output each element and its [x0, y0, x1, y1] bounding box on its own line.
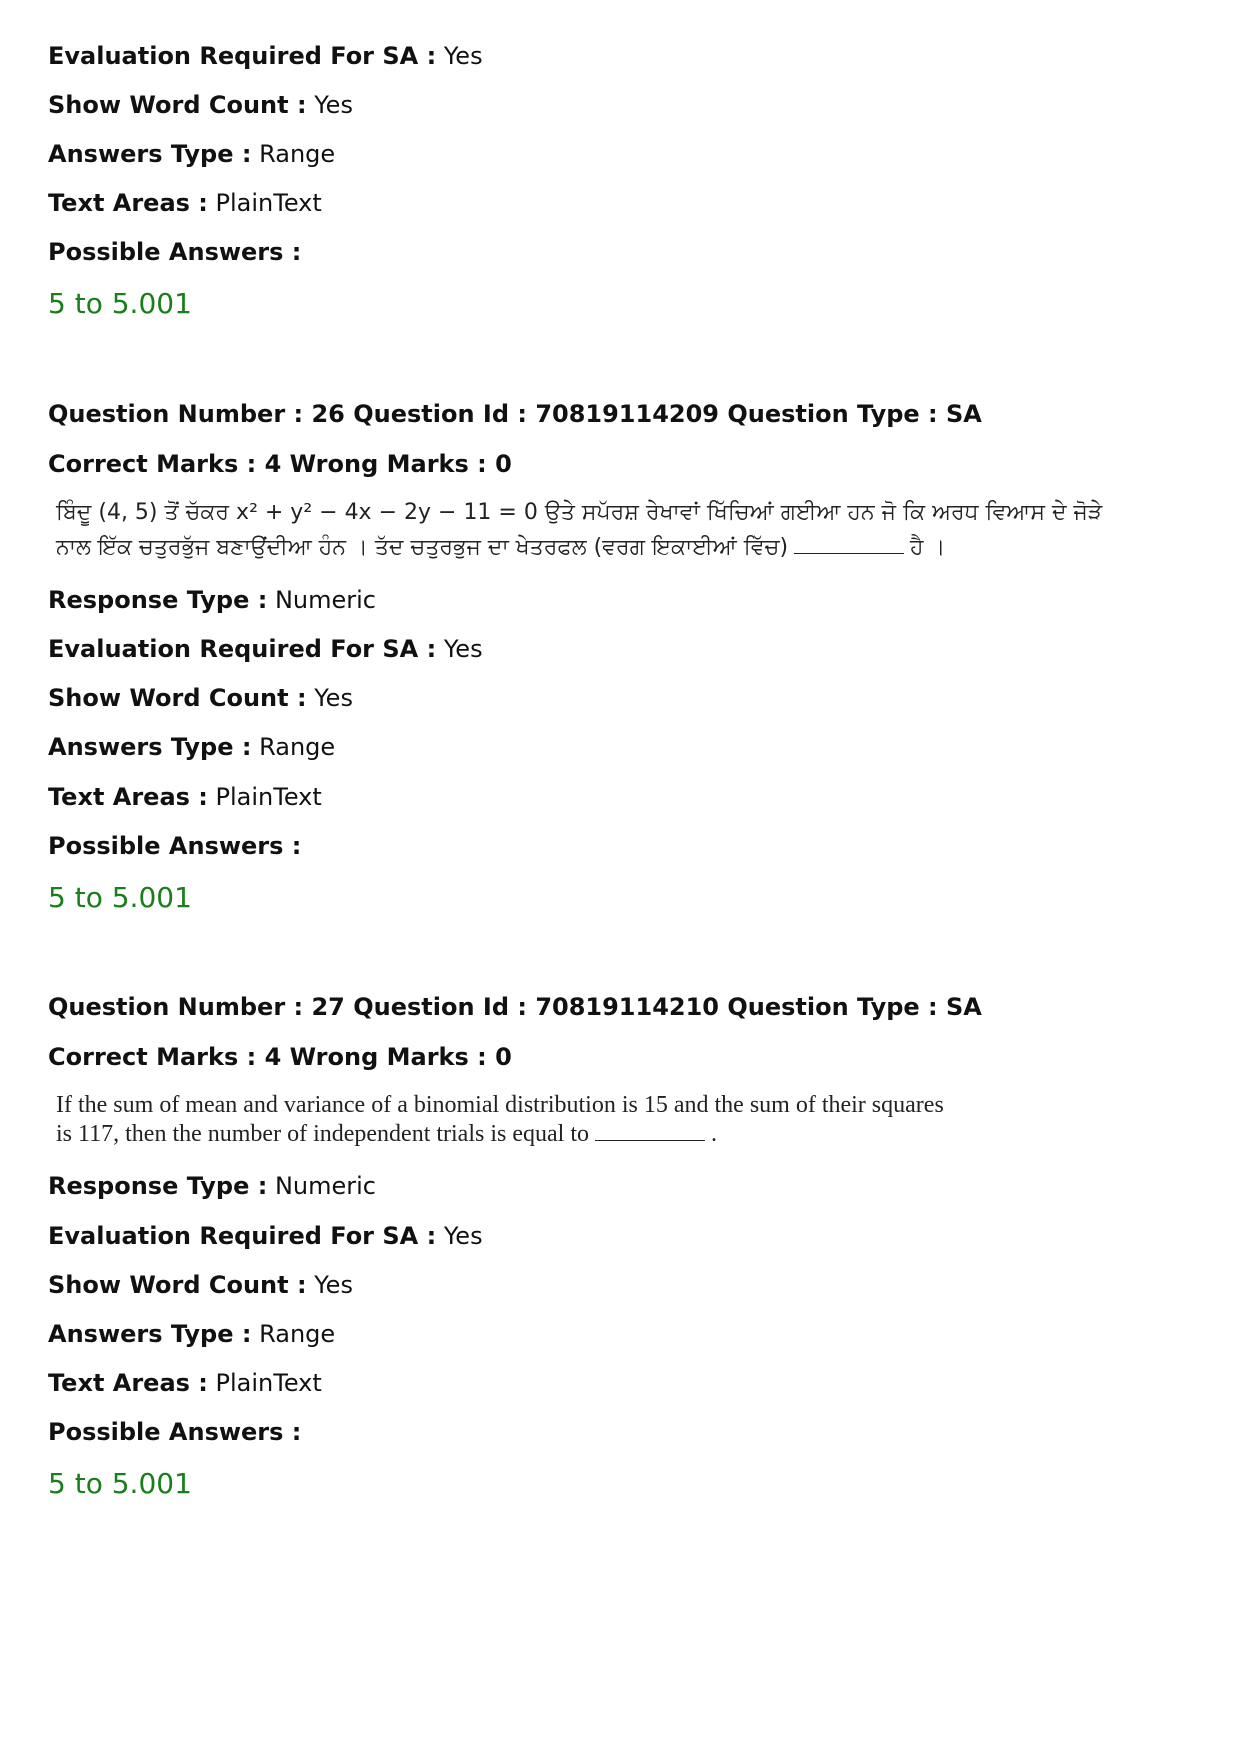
show-word-count-value: Yes — [314, 684, 353, 712]
possible-answers-label: Possible Answers : — [48, 832, 302, 860]
question-27-text-line-2-start: is 117, then the number of independent trials is equal to — [56, 1121, 589, 1147]
question-27-text-line-1: If the sum of mean and variance of a binomial distribution is 15 and the sum of their squares — [56, 1092, 944, 1118]
show-word-count-value: Yes — [314, 1271, 353, 1299]
possible-answer-value: 5 to 5.001 — [48, 881, 192, 914]
response-type-row — [48, 1170, 376, 1202]
answers-type-value: Range — [259, 1320, 336, 1348]
possible-answers-label: Possible Answers : — [48, 1418, 302, 1446]
possible-answer-value: 5 to 5.001 — [48, 287, 192, 320]
response-type-row — [48, 584, 376, 616]
possible-answer-value: 5 to 5.001 — [48, 1467, 192, 1500]
show-word-count-row — [48, 1269, 353, 1301]
possible-answers-row — [48, 236, 301, 268]
answers-type-row — [48, 1318, 335, 1350]
eval-required-row — [48, 40, 483, 72]
response-type-label: Response Type : — [48, 1172, 268, 1200]
question-27-marks: Correct Marks : 4 Wrong Marks : 0 — [48, 1043, 512, 1071]
question-27-text-line-2 — [56, 1118, 717, 1150]
answers-type-row — [48, 731, 335, 763]
answer-blank — [595, 1120, 705, 1141]
eval-required-label: Evaluation Required For SA : — [48, 635, 437, 663]
eval-required-value: Yes — [443, 1222, 483, 1250]
text-areas-label: Text Areas : — [48, 783, 208, 811]
text-areas-row — [48, 1367, 322, 1399]
answers-type-label: Answers Type : — [48, 733, 252, 761]
eval-required-row — [48, 633, 483, 665]
question-27-text-line-2-end: . — [711, 1121, 717, 1147]
eval-required-value: Yes — [443, 635, 483, 663]
text-areas-label: Text Areas : — [48, 1369, 208, 1397]
answer-blank — [794, 533, 904, 554]
text-areas-value: PlainText — [215, 189, 322, 217]
question-27-header: Question Number : 27 Question Id : 70819114210 Question Type : SA — [48, 993, 982, 1021]
question-26-marks: Correct Marks : 4 Wrong Marks : 0 — [48, 450, 512, 478]
response-type-value: Numeric — [274, 1172, 376, 1200]
question-26-text-line-2-start: ਨਾਲ ਇੱਕ ਚਤੁਰਭੁੱਜ ਬਣਾਉਂਦੀਆ ਹੰਨ । ਤੱਦ ਚਤੁਰਭੁਜ ਦਾ ਖੇਤਰਫਲ (ਵਰਗ ਇਕਾਈਆਂ ਵਿੱਚ) — [56, 535, 789, 560]
answers-type-label: Answers Type : — [48, 140, 252, 168]
answers-type-label: Answers Type : — [48, 1320, 252, 1348]
text-areas-row — [48, 187, 322, 219]
answers-type-row — [48, 138, 335, 170]
eval-required-label: Evaluation Required For SA : — [48, 1222, 437, 1250]
question-26-header: Question Number : 26 Question Id : 70819114209 Question Type : SA — [48, 400, 982, 428]
possible-answers-label: Possible Answers : — [48, 238, 302, 266]
eval-required-label: Evaluation Required For SA : — [48, 42, 437, 70]
answers-type-value: Range — [259, 140, 336, 168]
text-areas-value: PlainText — [215, 783, 322, 811]
show-word-count-row — [48, 89, 353, 121]
possible-answers-row — [48, 830, 301, 862]
response-type-label: Response Type : — [48, 586, 268, 614]
show-word-count-label: Show Word Count : — [48, 91, 307, 119]
text-areas-value: PlainText — [215, 1369, 322, 1397]
text-areas-row — [48, 781, 322, 813]
question-26-text-line-1: ਬਿੰਦੂ (4, 5) ਤੋਂ ਚੱਕਰ x² + y² − 4x − 2y − 11 = 0 ਉਤੇ ਸਪੱਰਸ਼ ਰੇਖਾਵਾਂ ਖਿੱਚਿਆਂ ਗਈਆ ਹਨ ਜੋ ਕਿ ਅਰਧ ਵਿਆਸ ਦੇ ਜੋੜੇ — [56, 500, 1103, 525]
show-word-count-label: Show Word Count : — [48, 684, 307, 712]
show-word-count-label: Show Word Count : — [48, 1271, 307, 1299]
eval-required-row — [48, 1220, 483, 1252]
response-type-value: Numeric — [274, 586, 376, 614]
text-areas-label: Text Areas : — [48, 189, 208, 217]
possible-answers-row — [48, 1416, 301, 1448]
question-26-text-line-2 — [56, 532, 945, 564]
show-word-count-value: Yes — [314, 91, 353, 119]
question-26-text-line-2-end: ਹੈ । — [910, 535, 946, 560]
show-word-count-row — [48, 682, 353, 714]
eval-required-value: Yes — [443, 42, 483, 70]
answers-type-value: Range — [259, 733, 336, 761]
